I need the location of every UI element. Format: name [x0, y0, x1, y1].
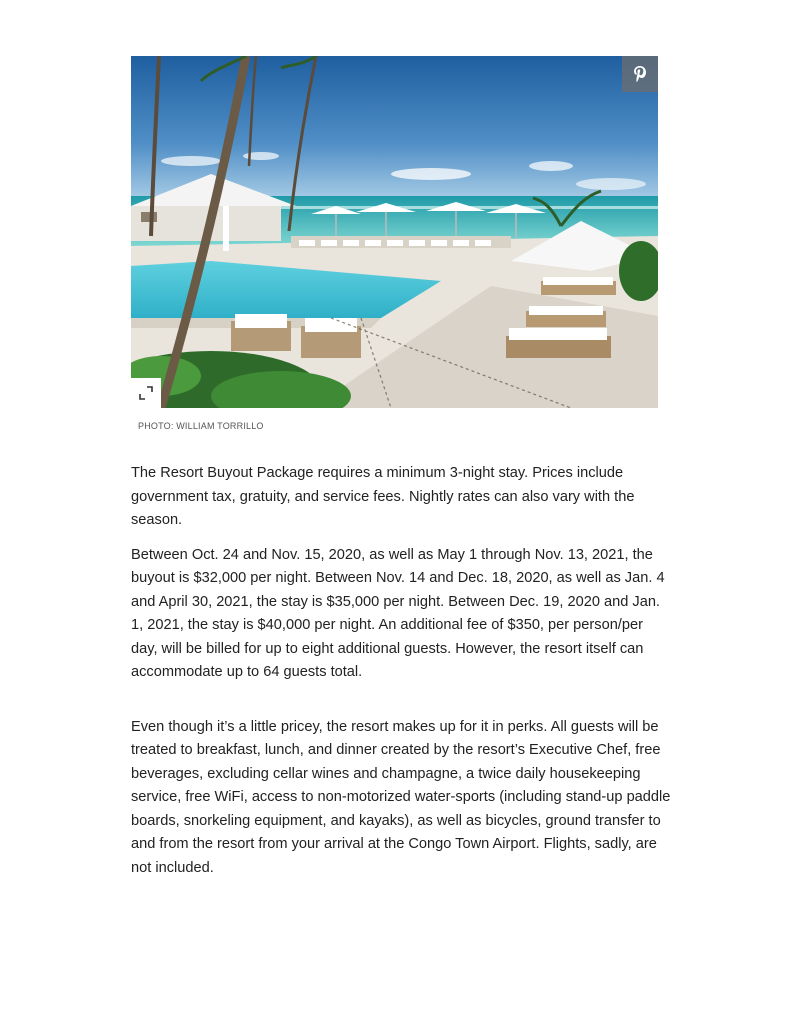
expand-image-button[interactable]	[131, 378, 161, 408]
pinterest-save-button[interactable]	[622, 56, 658, 92]
expand-icon	[138, 385, 154, 401]
resort-photo-image	[131, 56, 658, 408]
article-body	[131, 462, 671, 880]
paragraph-pricing: Between Oct. 24 and Nov. 15, 2020, as well as May 1 through Nov. 13, 2021, the buyout is $32,000 per night. Between Nov. 14 and Dec. 18, 2020, as well as Jan. 4 and April 30, 2021, the stay is $35,000 per night. Between Dec. 19, 2020 and Jan. 1, 2021, the stay is $40,000 per night. An additional fee of $350, per person/per day, will be billed for up to eight additional guests. However, the resort itself can accommodate up to 64 guests total.	[131, 546, 665, 680]
resort-photo	[131, 56, 658, 408]
photo-credit: PHOTO: WILLIAM TORRILLO	[138, 421, 264, 431]
pinterest-icon	[633, 65, 647, 83]
paragraph-perks: Even though it’s a little pricey, the resort makes up for it in perks. All guests will be treated to breakfast, lunch, and dinner created by the resort’s Executive Chef, free beverages, excluding cellar wines and champagne, a twice daily housekeeping service, free WiFi, access to non-motorized water-sports (including stand-up paddle boards, snorkeling equipment, and kayaks), as well as bicycles, ground transfer to and from the resort from your arrival at the Congo Town Airport. Flights, sadly, are not included.	[131, 718, 671, 876]
paragraph-package-requirements: The Resort Buyout Package requires a minimum 3-night stay. Prices include government tax, gratuity, and service fees. Nightly rates can also vary with the season.	[131, 465, 635, 528]
